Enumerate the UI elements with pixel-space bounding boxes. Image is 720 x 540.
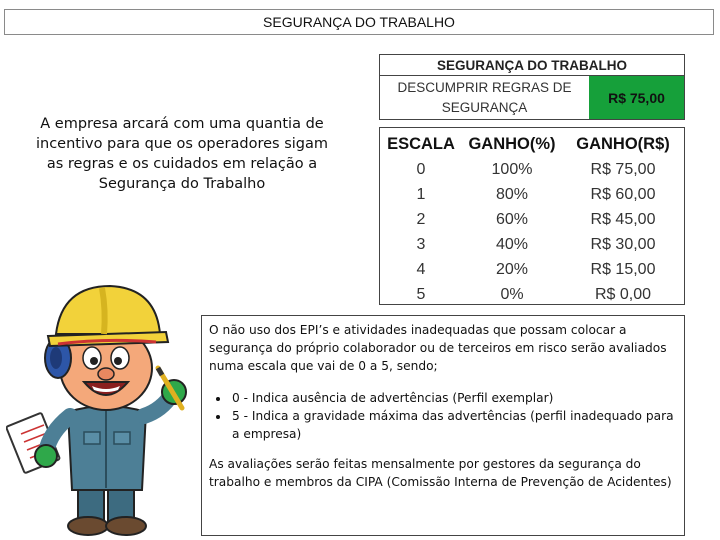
penalty-label-line1: DESCUMPRIR REGRAS DE xyxy=(397,79,572,95)
gain-amount: R$ 45,00 xyxy=(590,210,656,228)
gain-amount: R$ 60,00 xyxy=(590,185,656,203)
gain-percent: 0% xyxy=(500,285,524,303)
penalty-table-header: SEGURANÇA DO TRABALHO xyxy=(380,55,684,76)
penalty-table xyxy=(379,54,685,120)
scale-value: 1 xyxy=(416,185,426,203)
penalty-label-line2: SEGURANÇA xyxy=(441,99,528,115)
list-item: • 5 - Indica a gravidade máxima das advertências (perfil inadequado para a empresa) xyxy=(230,407,677,443)
gain-percent: 80% xyxy=(495,185,529,203)
header-ganho-percent: GANHO(%) xyxy=(468,134,556,153)
table-row xyxy=(380,231,684,256)
table-row xyxy=(380,206,684,231)
header-ganho-reais: GANHO(R$) xyxy=(576,134,670,153)
description-paragraph-1: O não uso dos EPI’s e atividades inadequadas que possam colocar a segurança do próprio colaborador ou de terceiros em risco serão avaliados numa escala que vai de 0 a 5, sendo; xyxy=(209,323,667,373)
header-escala: ESCALA xyxy=(387,134,455,153)
penalty-value: R$ 75,00 xyxy=(589,76,684,119)
scale-value: 2 xyxy=(416,210,426,228)
description-box xyxy=(201,315,685,536)
table-row xyxy=(380,256,684,281)
scale-value: 5 xyxy=(416,285,426,303)
scale-table-header-row xyxy=(380,131,684,156)
scale-value: 4 xyxy=(416,260,426,278)
table-row xyxy=(380,181,684,206)
penalty-label xyxy=(380,76,589,119)
gain-percent: 20% xyxy=(495,260,529,278)
list-item: • 0 - Indica ausência de advertências (Perfil exemplar) xyxy=(230,389,677,407)
safety-worker-cartoon-icon xyxy=(6,282,206,540)
gain-percent: 60% xyxy=(495,210,529,228)
table-row xyxy=(380,156,684,181)
gain-amount: R$ 75,00 xyxy=(590,160,656,178)
penalty-row xyxy=(380,76,684,119)
table-row xyxy=(380,281,684,306)
gain-amount: R$ 30,00 xyxy=(590,235,656,253)
description-paragraph-2: As avaliações serão feitas mensalmente por gestores da segurança do trabalho e membros da CIPA (Comissão Interna de Prevenção de Acidentes) xyxy=(209,457,672,489)
gain-amount: R$ 0,00 xyxy=(594,285,652,303)
scale-value: 0 xyxy=(416,160,426,178)
gain-percent: 40% xyxy=(495,235,529,253)
scale-table xyxy=(379,127,685,305)
page-title-box xyxy=(4,9,714,35)
gain-percent: 100% xyxy=(491,160,533,178)
page-title: SEGURANÇA DO TRABALHO xyxy=(263,14,455,30)
intro-text: A empresa arcará com uma quantia de incentivo para que os operadores sigam as regras e os cuidados em relação a Segurança do Trabalho xyxy=(35,116,329,192)
scale-value: 3 xyxy=(416,235,426,253)
criteria-list xyxy=(209,389,677,443)
gain-amount: R$ 15,00 xyxy=(590,260,656,278)
